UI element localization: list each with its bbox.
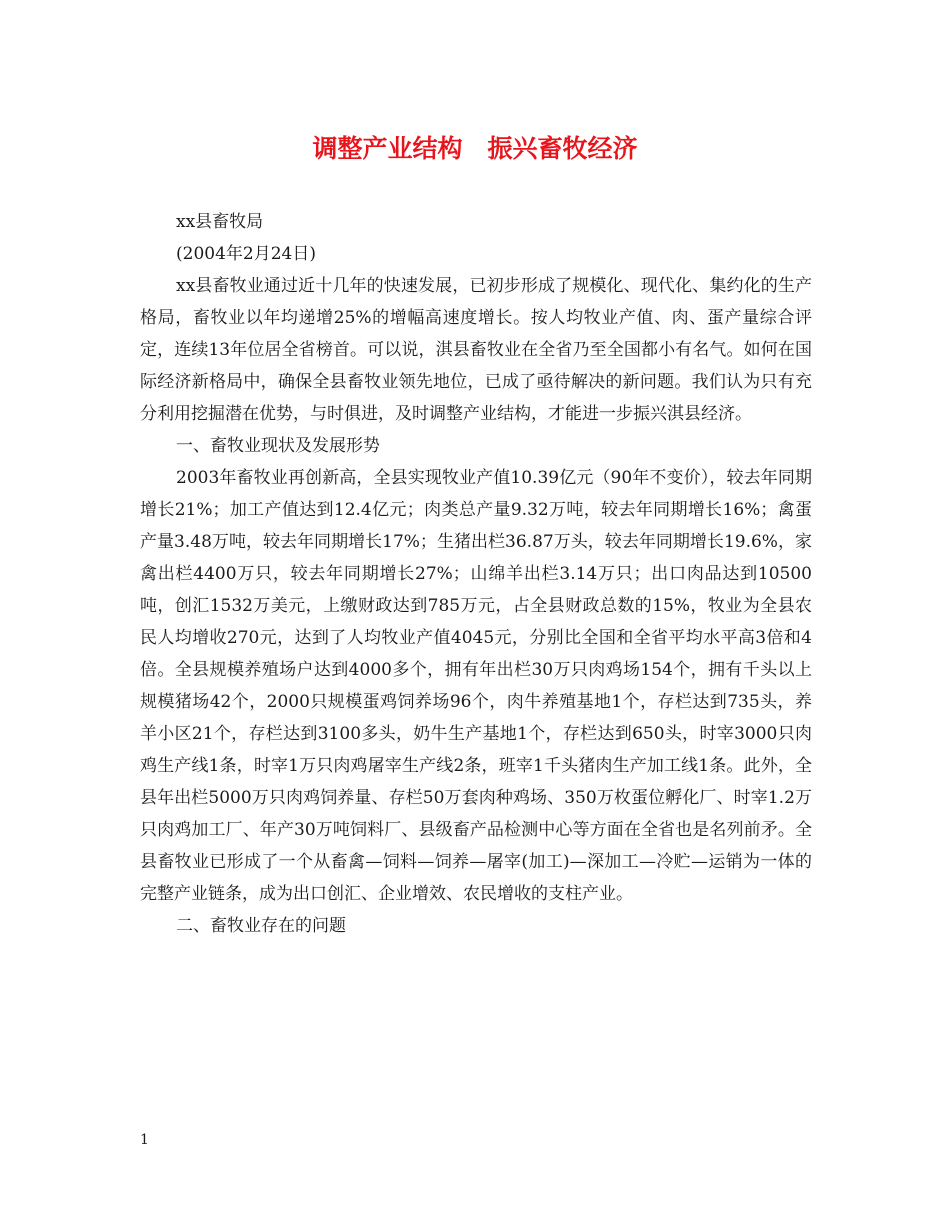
section-heading-1: 一、畜牧业现状及发展形势 (176, 436, 380, 456)
date-line: (2004年2月24日) (176, 244, 316, 264)
document-title: 调整产业结构 振兴畜牧经济 (312, 134, 638, 163)
paragraph-intro: xx县畜牧业通过近十几年的快速发展，已初步形成了规模化、现代化、集约化的生产格局，畜牧业以年均递增25%的增幅高速度增长。按人均牧业产值、肉、蛋产量综合评定，连续13年位居全省榜首。可以说，淇县畜牧业在全省乃至全国都小有名气。如何在国际经济新格局中，确保全县畜牧业领先地位，已成了亟待解决的新问题。我们认为只有充分利用挖掘潜在优势，与时俱进，及时调整产业结构，才能进一步振兴淇县经济。 (140, 276, 812, 424)
author-line: xx县畜牧局 (176, 212, 264, 232)
section-heading-2: 二、畜牧业存在的问题 (176, 916, 346, 936)
document-body (140, 206, 812, 942)
page-number: 1 (140, 1132, 149, 1148)
paragraph-status: 2003年畜牧业再创新高，全县实现牧业产值10.39亿元（90年不变价），较去年同期增长21%；加工产值达到12.4亿元；肉类总产量9.32万吨，较去年同期增长16%；禽蛋产量3.48万吨，较去年同期增长17%；生猪出栏36.87万头，较去年同期增长19.6%，家禽出栏4400万只，较去年同期增长27%；山绵羊出栏3.14万只；出口肉品达到10500吨，创汇1532万美元，上缴财政达到785万元，占全县财政总数的15%，牧业为全县农民人均增收270元，达到了人均牧业产值4045元，分别比全国和全省平均水平高3倍和4倍。全县规模养殖场户达到4000多个，拥有年出栏30万只肉鸡场154个，拥有千头以上规模猪场42个，2000只规模蛋鸡饲养场96个，肉牛养殖基地1个，存栏达到735头，养羊小区21个，存栏达到3100多头，奶牛生产基地1个，存栏达到650头，时宰3000只肉鸡生产线1条，时宰1万只肉鸡屠宰生产线2条，班宰1千头猪肉生产加工线1条。此外，全县年出栏5000万只肉鸡饲养量、存栏50万套肉种鸡场、350万枚蛋位孵化厂、时宰1.2万只肉鸡加工厂、年产30万吨饲料厂、县级畜产品检测中心等方面在全省也是名列前矛。全县畜牧业已形成了一个从畜禽—饲料—饲养—屠宰(加工)—深加工—冷贮—运销为一体的完整产业链条，成为出口创汇、企业增效、农民增收的支柱产业。 (140, 468, 812, 904)
